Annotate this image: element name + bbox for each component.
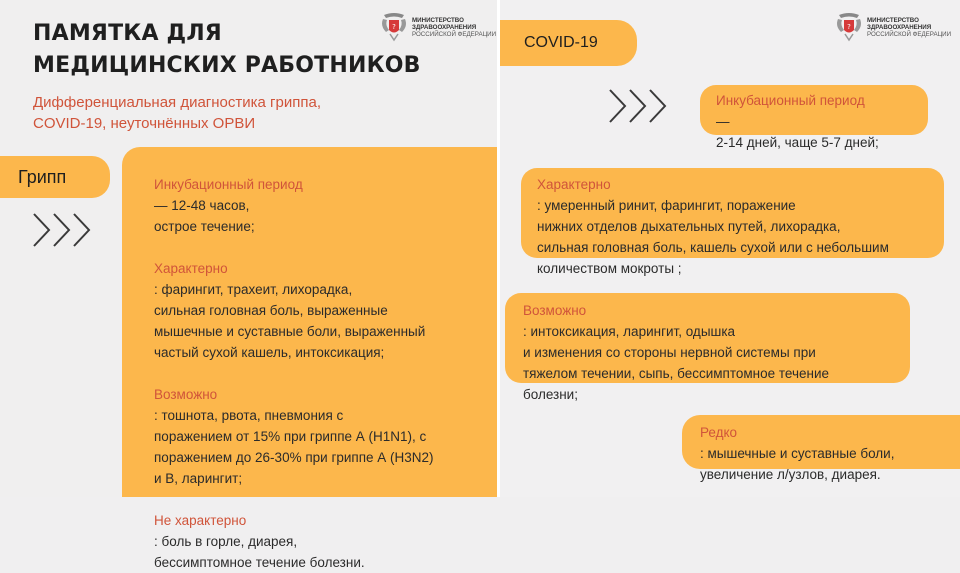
flu-possible <box>154 384 477 489</box>
covid-typical-line-2: нижних отделов дыхательных путей, лихорадка, <box>537 219 841 234</box>
covid-rare-text: : мышечные и суставные боли, <box>700 446 895 461</box>
flu-incubation-label: Инкубационный период <box>154 177 303 192</box>
covid-incubation-card <box>700 85 928 150</box>
title-line-1: ПАМЯТКА ДЛЯ <box>33 21 222 46</box>
flu-typical-line-2: сильная головная боль, выраженные <box>154 303 388 318</box>
covid-incubation-label: Инкубационный период <box>716 93 865 108</box>
flu-not-typical-label: Не характерно <box>154 513 247 528</box>
chevrons-right-icon <box>608 88 682 124</box>
subtitle-line-2: COVID-19, неуточнённых ОРВИ <box>33 115 256 132</box>
covid-typical-line-3: сильная головная боль, кашель сухой или с небольшим <box>537 240 889 255</box>
ministry-line-1: МИНИСТЕРСТВО <box>867 16 919 24</box>
ministry-line-1: МИНИСТЕРСТВО <box>412 16 464 24</box>
chevrons-right-icon <box>32 212 106 248</box>
ministry-line-2: ЗДРАВООХРАНЕНИЯ <box>867 23 932 31</box>
flu-tag: Грипп <box>0 156 110 198</box>
ministry-logo-right <box>835 12 951 42</box>
covid-tag: COVID-19 <box>500 20 637 66</box>
covid-incubation-line-2: 2-14 дней, чаще 5-7 дней; <box>716 135 879 150</box>
ministry-emblem-icon <box>380 12 408 42</box>
title-line-2: МЕДИЦИНСКИХ РАБОТНИКОВ <box>33 53 421 78</box>
flu-not-typical-line-2: бессимптомное течение болезни. <box>154 555 365 570</box>
flu-possible-line-4: и В, ларингит; <box>154 471 243 486</box>
flu-typical-line-3: мышечные и суставные боли, выраженный <box>154 324 426 339</box>
covid-possible-card <box>505 293 910 402</box>
flu-incubation <box>154 174 477 237</box>
flu-possible-text: : тошнота, рвота, пневмония с <box>154 408 344 423</box>
flu-typical-text: : фарингит, трахеит, лихорадка, <box>154 282 353 297</box>
svg-text:?: ? <box>392 23 396 31</box>
covid-possible-text: : интоксикация, ларингит, одышка <box>523 324 736 339</box>
subtitle-line-1: Дифференциальная диагностика гриппа, <box>33 94 321 111</box>
flu-not-typical <box>154 510 477 573</box>
flu-typical-label: Характерно <box>154 261 228 276</box>
covid-rare-line-2: увеличение л/узлов, диарея. <box>700 467 881 482</box>
flu-not-typical-text: : боль в горле, диарея, <box>154 534 298 549</box>
covid-typical-text: : умеренный ринит, фарингит, поражение <box>537 198 796 213</box>
panel-divider <box>497 0 500 497</box>
covid-possible-label: Возможно <box>523 303 587 318</box>
ministry-line-3: РОССИЙСКОЙ ФЕДЕРАЦИИ <box>867 30 952 38</box>
covid-typical-label: Характерно <box>537 177 611 192</box>
flu-possible-line-2: поражением от 15% при гриппе А (H1N1), с <box>154 429 427 444</box>
flu-typical <box>154 258 477 363</box>
page-title <box>33 18 421 82</box>
flu-incubation-line-2: острое течение; <box>154 219 255 234</box>
covid-possible-line-2: и изменения со стороны нервной системы при <box>523 345 816 360</box>
flu-possible-line-3: поражением до 26-30% при гриппе А (H3N2) <box>154 450 434 465</box>
ministry-logo-left <box>380 12 496 42</box>
covid-possible-line-4: болезни; <box>523 387 578 402</box>
page-subtitle <box>33 92 321 134</box>
ministry-line-2: ЗДРАВООХРАНЕНИЯ <box>412 23 477 31</box>
flu-incubation-text: — 12-48 часов, <box>154 198 250 213</box>
covid-rare-card <box>682 415 960 482</box>
ministry-emblem-icon <box>835 12 863 42</box>
ministry-name <box>412 17 496 38</box>
covid-possible-line-3: тяжелом течении, сыпь, бессимптомное течение <box>523 366 830 381</box>
ministry-line-3: РОССИЙСКОЙ ФЕДЕРАЦИИ <box>412 30 497 38</box>
flu-possible-label: Возможно <box>154 387 218 402</box>
covid-incubation-text: — <box>716 114 730 129</box>
svg-text:?: ? <box>847 23 851 31</box>
covid-rare-label: Редко <box>700 425 738 440</box>
covid-typical-line-4: количеством мокроты ; <box>537 261 682 276</box>
flu-typical-line-4: частый сухой кашель, интоксикация; <box>154 345 385 360</box>
covid-typical-card <box>521 168 944 276</box>
flu-info-card <box>122 147 497 570</box>
ministry-name <box>867 17 951 38</box>
